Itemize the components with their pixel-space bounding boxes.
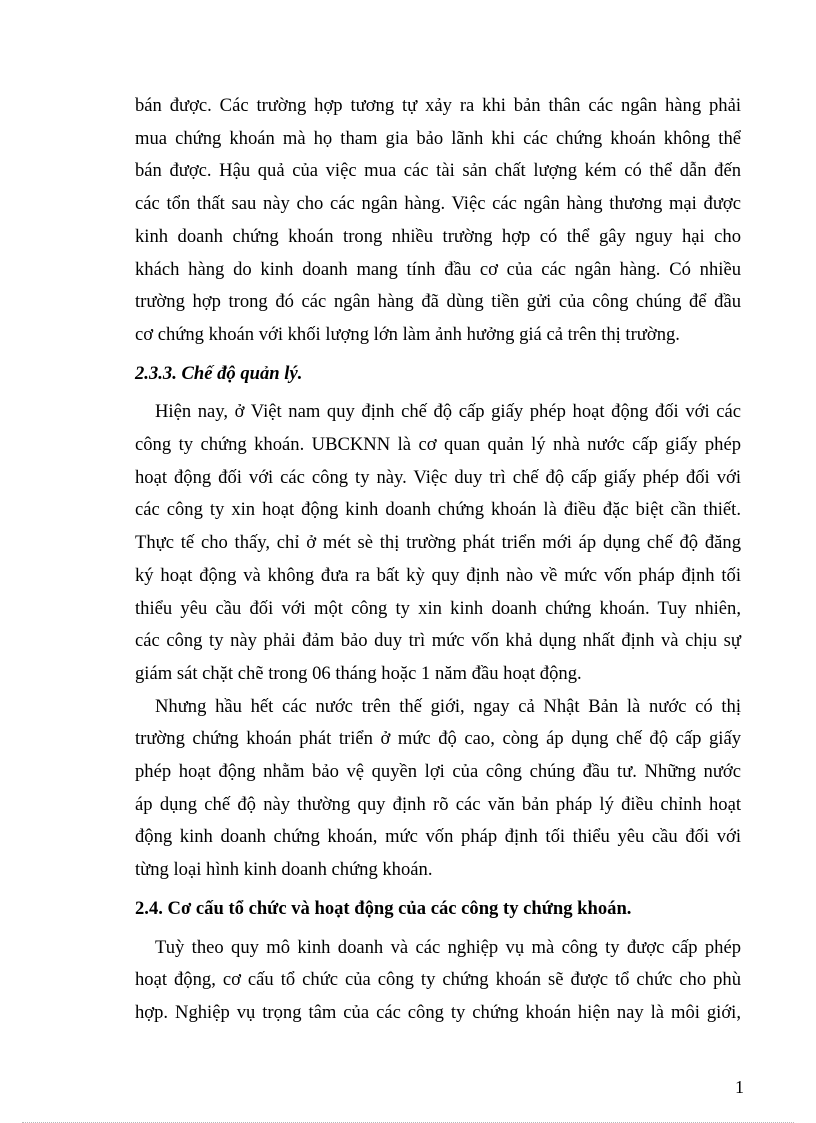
text-line: hoạt động, cơ cấu tổ chức của công ty chứng khoán sẽ được tổ chức cho phù — [135, 969, 741, 991]
text-line: ký hoạt động và không đưa ra bất kỳ quy định nào về mức vốn pháp định tối — [135, 564, 741, 586]
text-line: hợp. Nghiệp vụ trọng tâm của các công ty chứng khoán hiện nay là môi giới, — [135, 1001, 741, 1023]
text-line: giám sát chặt chẽ trong 06 tháng hoặc 1 năm đầu hoạt động. — [135, 662, 582, 684]
page-number: 1 — [735, 1077, 744, 1097]
text-line: phép hoạt động nhằm bảo vệ quyền lợi của công chúng đầu tư. Những nước — [135, 761, 741, 783]
text-line: Nhưng hầu hết các nước trên thế giới, ngay cả Nhật Bản là nước có thị — [155, 695, 741, 717]
text-line: trường hợp trong đó các ngân hàng đã dùng tiền gửi của công chúng để đầu — [135, 291, 741, 313]
text-line: động kinh doanh chứng khoán, mức vốn pháp định tối thiểu yêu cầu đối với — [135, 826, 741, 848]
text-line: thiểu yêu cầu đối với một công ty xin kinh doanh chứng khoán. Tuy nhiên, — [135, 597, 741, 619]
text-line: khách hàng do kinh doanh mang tính đầu cơ của các ngân hàng. Có nhiều — [135, 258, 741, 280]
text-line: từng loại hình kinh doanh chứng khoán. — [135, 859, 433, 881]
text-line: hoạt động đối với các công ty này. Việc duy trì chế độ cấp giấy phép đối với — [135, 466, 741, 488]
paragraph — [135, 691, 741, 887]
paragraph — [135, 90, 741, 352]
text-line: bán được. Các trường hợp tương tự xảy ra khi bản thân các ngân hàng phải — [135, 95, 741, 116]
text-line: các công ty này phải đảm bảo duy trì mức vốn khả dụng nhất định và chịu sự — [135, 630, 741, 652]
text-line: các tổn thất sau này cho các ngân hàng. Việc các ngân hàng thương mại được — [135, 193, 741, 215]
text-line: Thực tế cho thấy, chỉ ở mét sè thị trường phát triển mới áp dụng chế độ đăng — [135, 532, 741, 554]
text-line: áp dụng chế độ này thường quy định rõ các văn bản pháp lý điều chỉnh hoạt — [135, 793, 741, 815]
section-heading-2-3-3: 2.3.3. Chế độ quản lý. — [135, 362, 303, 384]
text-line: các công ty xin hoạt động kinh doanh chứng khoán là điều đặc biệt cần thiết. — [135, 499, 741, 521]
text-line: Hiện nay, ở Việt nam quy định chế độ cấp giấy phép hoạt động đối với các — [155, 401, 741, 423]
paragraph — [135, 932, 741, 1030]
text-line: cơ chứng khoán với khối lượng lớn làm ảnh hưởng giá cả trên thị trường. — [135, 323, 680, 345]
text-line: công ty chứng khoán. UBCKNN là cơ quan quản lý nhà nước cấp giấy phép — [135, 434, 741, 456]
text-line: bán được. Hậu quả của việc mua các tài sản chất lượng kém có thể dẫn đến — [135, 160, 741, 182]
text-line: mua chứng khoán mà họ tham gia bảo lãnh khi các chứng khoán không thể — [135, 127, 741, 149]
paragraph — [135, 396, 741, 690]
document-body — [135, 90, 741, 1030]
text-line: kinh doanh chứng khoán trong nhiều trường hợp có thể gây nguy hại cho — [135, 225, 741, 247]
section-heading-2-4: 2.4. Cơ cấu tổ chức và hoạt động của các công ty chứng khoán. — [135, 897, 632, 919]
text-line: trường chứng khoán phát triển ở mức độ cao, còng áp dụng chế độ cấp giấy — [135, 728, 741, 750]
text-line: Tuỳ theo quy mô kinh doanh và các nghiệp vụ mà công ty được cấp phép — [155, 936, 741, 958]
